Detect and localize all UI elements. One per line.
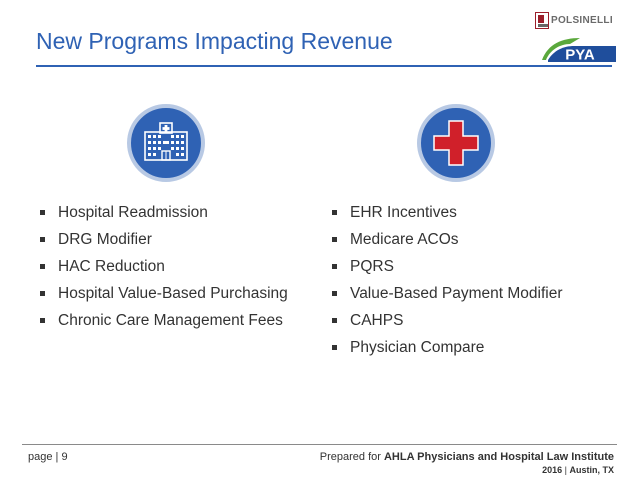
physician-programs-list: [328, 203, 628, 365]
list-item: Value-Based Payment Modifier: [328, 284, 628, 303]
location-separator: |: [562, 465, 570, 475]
list-item: Hospital Readmission: [36, 203, 296, 222]
page-number: page | 9: [28, 451, 68, 463]
pya-logo: [540, 34, 618, 64]
event-city: Austin, TX: [569, 465, 614, 475]
list-item: Physician Compare: [328, 338, 628, 357]
event-year: 2016: [542, 465, 563, 475]
slide-title: New Programs Impacting Revenue: [36, 28, 393, 54]
prepared-organization: AHLA Physicians and Hospital Law Institute: [383, 451, 614, 463]
event-location: [542, 465, 614, 475]
polsinelli-logo: [535, 12, 615, 32]
title-divider: [36, 65, 612, 67]
list-item: DRG Modifier: [36, 230, 296, 249]
list-item: PQRS: [328, 257, 628, 276]
list-item: Medicare ACOs: [328, 230, 628, 249]
list-item: Chronic Care Management Fees: [36, 311, 296, 330]
medical-cross-icon: [417, 104, 495, 182]
prepared-prefix: Prepared for: [319, 451, 384, 463]
polsinelli-mark-icon: [535, 12, 549, 29]
list-item: CAHPS: [328, 311, 628, 330]
list-item: Hospital Value-Based Purchasing: [36, 284, 296, 303]
polsinelli-wordmark: POLSINELLI: [551, 15, 613, 26]
footer-divider: [22, 444, 617, 445]
list-item: HAC Reduction: [36, 257, 296, 276]
pya-wordmark: PYA: [565, 46, 595, 64]
prepared-for-line: [320, 451, 614, 463]
list-item: EHR Incentives: [328, 203, 628, 222]
hospital-icon: [127, 104, 205, 182]
pya-logo-icon: [540, 34, 618, 64]
hospital-programs-list: [36, 203, 296, 338]
